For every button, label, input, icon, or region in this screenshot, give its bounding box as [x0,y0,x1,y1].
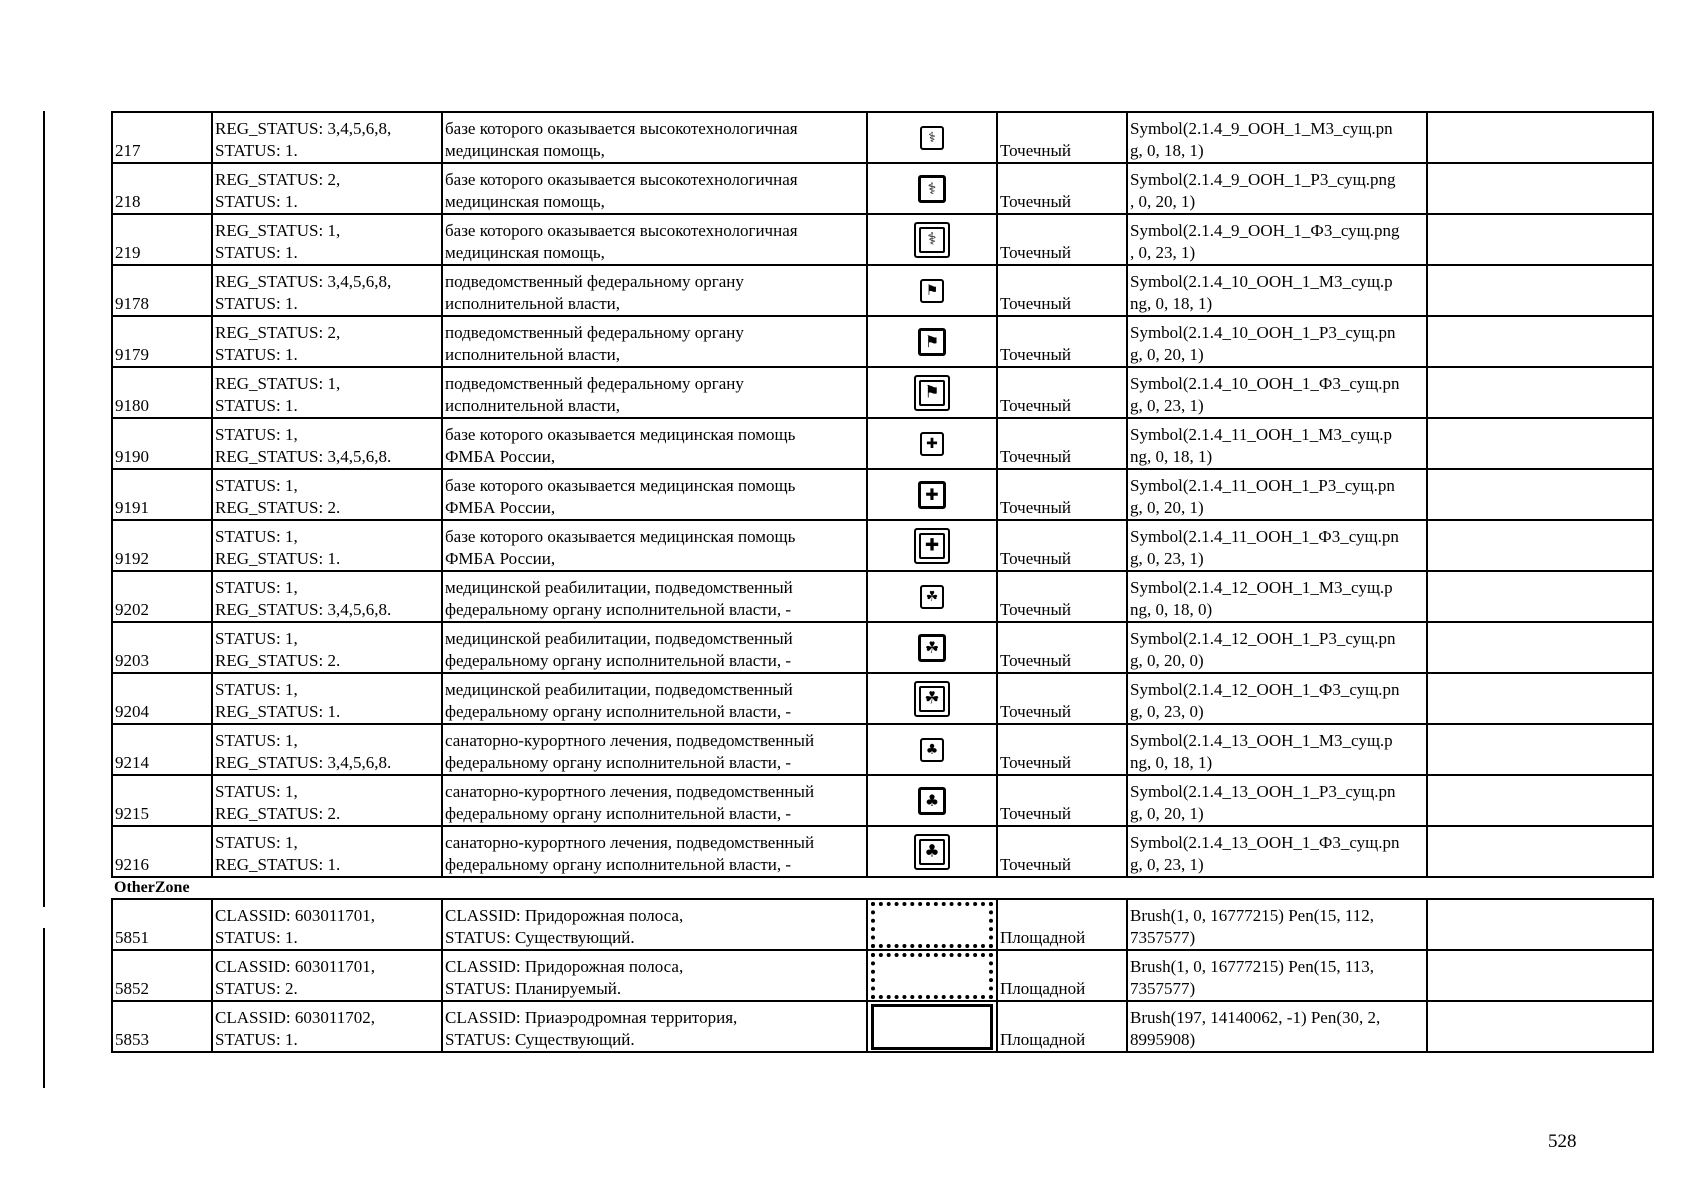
library-style-cell [1127,163,1427,214]
object-id-cell: 219 [112,214,212,265]
attribute-line: REG_STATUS: 1. [215,855,341,874]
attribute-cell [212,899,442,950]
object-id-cell: 5852 [112,950,212,1001]
description-cell [442,775,867,826]
flag-icon: ⚑ [920,279,944,303]
notes-cell [1427,520,1653,571]
geometry-type-cell: Точечный [997,316,1127,367]
attribute-cell [212,724,442,775]
library-style-line: ng, 0, 18, 1) [1130,447,1213,466]
attribute-line: REG_STATUS: 1. [215,702,341,721]
description-cell [442,367,867,418]
attribute-line: REG_STATUS: 1. [215,549,341,568]
notes-cell [1427,163,1653,214]
notes-cell [1427,724,1653,775]
geometry-type-cell: Точечный [997,571,1127,622]
description-cell [442,520,867,571]
notes-cell [1427,673,1653,724]
library-style-line: Symbol(2.1.4_11_OOH_1_M3_сущ.p [1130,425,1393,444]
symbol-cell [867,899,997,950]
geometry-type-cell: Площадной [997,950,1127,1001]
library-style-line: Symbol(2.1.4_11_OOH_1_Ф3_сущ.pn [1130,527,1399,546]
library-style-line: ng, 0, 18, 1) [1130,294,1213,313]
symbol-cell [867,214,997,265]
library-style-line: , 0, 23, 1) [1130,243,1196,262]
library-style-cell [1127,520,1427,571]
attribute-line: STATUS: 1, [215,425,298,444]
caring-hands-icon: ☘ [920,585,944,609]
library-style-line: Symbol(2.1.4_9_OOH_1_Ф3_сущ.png [1130,221,1400,240]
description-cell [442,950,867,1001]
library-style-cell [1127,673,1427,724]
attribute-line: CLASSID: 603011702, [215,1008,375,1027]
description-cell [442,571,867,622]
description-line: медицинской реабилитации, подведомственный [445,629,793,648]
object-id-cell: 5851 [112,899,212,950]
attribute-line: STATUS: 1. [215,345,298,364]
section-title: OtherZone [112,877,1653,899]
symbol-cell [867,622,997,673]
object-id-cell: 9192 [112,520,212,571]
description-line: санаторно-курортного лечения, подведомственный [445,731,815,750]
description-line: базе которого оказывается медицинская помощь [445,476,796,495]
object-id-cell: 218 [112,163,212,214]
library-style-cell [1127,469,1427,520]
description-line: медицинская помощь, [445,192,605,211]
attribute-line: REG_STATUS: 2, [215,170,341,189]
medical-flask-icon: ⚕ [920,126,944,150]
attribute-line: REG_STATUS: 2. [215,498,341,517]
object-id-cell: 9215 [112,775,212,826]
object-id-cell: 9216 [112,826,212,877]
attribute-cell [212,950,442,1001]
library-style-line: g, 0, 23, 0) [1130,702,1204,721]
symbol-cell [867,163,997,214]
description-line: медицинской реабилитации, подведомственный [445,578,793,597]
notes-cell [1427,899,1653,950]
attribute-line: STATUS: 1, [215,527,298,546]
library-style-cell [1127,367,1427,418]
attribute-line: STATUS: 1. [215,1030,298,1049]
library-style-line: g, 0, 23, 1) [1130,396,1204,415]
attribute-line: STATUS: 1. [215,396,298,415]
library-style-line: Brush(1, 0, 16777215) Pen(15, 113, [1130,957,1374,976]
notes-cell [1427,469,1653,520]
geometry-type-cell: Точечный [997,112,1127,163]
attribute-line: STATUS: 1, [215,578,298,597]
attribute-line: REG_STATUS: 3,4,5,6,8, [215,119,392,138]
geometry-type-cell: Площадной [997,1001,1127,1052]
attribute-line: REG_STATUS: 2. [215,651,341,670]
flag-icon: ⚑ [918,328,946,356]
geometry-type-cell: Точечный [997,469,1127,520]
description-line: STATUS: Существующий. [445,1030,635,1049]
description-cell [442,163,867,214]
object-id-cell: 9203 [112,622,212,673]
description-line: CLASSID: Приаэродромная территория, [445,1008,738,1027]
library-style-line: g, 0, 20, 0) [1130,651,1204,670]
description-line: ФМБА России, [445,498,556,517]
attribute-line: STATUS: 2. [215,979,298,998]
description-line: федеральному органу исполнительной власти, - [445,651,792,670]
library-style-cell [1127,214,1427,265]
attribute-line: STATUS: 1. [215,141,298,160]
clover-cross-icon: ♣ [914,834,950,870]
geometry-type-cell: Точечный [997,673,1127,724]
geometry-type-cell: Точечный [997,265,1127,316]
library-style-line: Symbol(2.1.4_10_OOH_1_Ф3_сущ.pn [1130,374,1400,393]
attribute-cell [212,1001,442,1052]
description-line: подведомственный федеральному органу [445,374,744,393]
symbol-cell [867,571,997,622]
object-id-cell: 9190 [112,418,212,469]
table-row [112,775,1653,826]
attribute-line: CLASSID: 603011701, [215,906,375,925]
object-id-cell: 217 [112,112,212,163]
attribute-cell [212,112,442,163]
library-style-cell [1127,571,1427,622]
clover-cross-icon: ♣ [920,738,944,762]
geometry-type-cell: Площадной [997,899,1127,950]
description-cell [442,622,867,673]
geometry-type-cell: Точечный [997,214,1127,265]
notes-cell [1427,418,1653,469]
geometry-type-cell: Точечный [997,724,1127,775]
description-line: федеральному органу исполнительной власти, - [445,702,792,721]
dotted-area-icon [871,953,993,999]
table-row [112,316,1653,367]
attribute-line: REG_STATUS: 2. [215,804,341,823]
description-line: подведомственный федеральному органу [445,323,744,342]
object-id-cell: 9202 [112,571,212,622]
notes-cell [1427,571,1653,622]
attribute-line: STATUS: 1. [215,243,298,262]
library-style-line: ng, 0, 18, 0) [1130,600,1213,619]
library-style-line: ng, 0, 18, 1) [1130,753,1213,772]
library-style-line: g, 0, 23, 1) [1130,549,1204,568]
section-header-row [112,877,1653,899]
attribute-line: REG_STATUS: 3,4,5,6,8, [215,272,392,291]
symbol-cell [867,826,997,877]
attribute-line: REG_STATUS: 3,4,5,6,8. [215,600,392,619]
notes-cell [1427,367,1653,418]
description-line: ФМБА России, [445,447,556,466]
geometry-type-cell: Точечный [997,520,1127,571]
attribute-line: STATUS: 1, [215,731,298,750]
description-line: медицинская помощь, [445,243,605,262]
description-cell [442,1001,867,1052]
attribute-line: CLASSID: 603011701, [215,957,375,976]
library-style-line: g, 0, 20, 1) [1130,345,1204,364]
left-margin-rule [43,928,45,1088]
attribute-cell [212,571,442,622]
symbol-cell [867,418,997,469]
library-style-cell [1127,265,1427,316]
attribute-line: STATUS: 1, [215,782,298,801]
medical-flask-icon: ⚕ [914,222,950,258]
object-id-cell: 9178 [112,265,212,316]
description-cell [442,265,867,316]
attribute-line: STATUS: 1, [215,476,298,495]
library-style-cell [1127,622,1427,673]
library-style-line: Symbol(2.1.4_12_OOH_1_M3_сущ.p [1130,578,1393,597]
table-row [112,367,1653,418]
attribute-line: REG_STATUS: 3,4,5,6,8. [215,447,392,466]
attribute-line: STATUS: 1, [215,680,298,699]
object-id-cell: 5853 [112,1001,212,1052]
library-style-cell [1127,1001,1427,1052]
library-style-line: Symbol(2.1.4_13_OOH_1_Ф3_сущ.pn [1130,833,1400,852]
library-style-cell [1127,950,1427,1001]
description-line: медицинской реабилитации, подведомственный [445,680,793,699]
library-style-line: Symbol(2.1.4_10_OOH_1_M3_сущ.p [1130,272,1393,291]
table-row [112,418,1653,469]
geometry-type-cell: Точечный [997,622,1127,673]
description-line: федеральному органу исполнительной власти, - [445,855,792,874]
attribute-cell [212,316,442,367]
table-row [112,899,1653,950]
flag-icon: ⚑ [914,375,950,411]
attribute-line: STATUS: 1, [215,833,298,852]
description-line: базе которого оказывается высокотехнологичная [445,170,798,189]
symbol-cell [867,367,997,418]
table-row [112,950,1653,1001]
description-line: исполнительной власти, [445,396,621,415]
library-style-cell [1127,775,1427,826]
notes-cell [1427,112,1653,163]
attribute-cell [212,826,442,877]
attribute-line: STATUS: 1. [215,928,298,947]
symbol-cell [867,673,997,724]
notes-cell [1427,1001,1653,1052]
medical-cross-icon: ✚ [914,528,950,564]
object-id-cell: 9214 [112,724,212,775]
symbol-cell [867,775,997,826]
library-style-line: 7357577) [1130,979,1196,998]
attribute-line: REG_STATUS: 1, [215,374,341,393]
table-row [112,520,1653,571]
description-cell [442,899,867,950]
table-row [112,724,1653,775]
attribute-cell [212,622,442,673]
object-id-cell: 9179 [112,316,212,367]
geometry-type-cell: Точечный [997,163,1127,214]
attribute-line: STATUS: 1. [215,192,298,211]
attribute-cell [212,265,442,316]
attribute-cell [212,163,442,214]
table-row [112,826,1653,877]
table-row [112,469,1653,520]
description-cell [442,724,867,775]
symbol-cell [867,950,997,1001]
attribute-line: REG_STATUS: 3,4,5,6,8. [215,753,392,772]
attribute-cell [212,673,442,724]
attribute-cell [212,367,442,418]
table-row [112,214,1653,265]
library-style-line: Symbol(2.1.4_13_OOH_1_M3_сущ.p [1130,731,1393,750]
description-line: базе которого оказывается высокотехнологичная [445,119,798,138]
symbol-cell [867,520,997,571]
attribute-line: STATUS: 1. [215,294,298,313]
table-row [112,265,1653,316]
description-line: федеральному органу исполнительной власти, - [445,804,792,823]
description-line: базе которого оказывается медицинская помощь [445,425,796,444]
description-line: STATUS: Существующий. [445,928,635,947]
attribute-cell [212,520,442,571]
description-line: CLASSID: Придорожная полоса, [445,906,684,925]
library-style-line: Symbol(2.1.4_13_OOH_1_P3_сущ.pn [1130,782,1396,801]
medical-cross-icon: ✚ [918,481,946,509]
medical-flask-icon: ⚕ [918,175,946,203]
dotted-area-icon [871,902,993,948]
library-style-cell [1127,724,1427,775]
symbol-legend-table [111,111,1654,1053]
description-line: санаторно-курортного лечения, подведомственный [445,833,815,852]
description-cell [442,316,867,367]
description-cell [442,418,867,469]
description-line: базе которого оказывается высокотехнологичная [445,221,798,240]
description-line: базе которого оказывается медицинская помощь [445,527,796,546]
geometry-type-cell: Точечный [997,826,1127,877]
object-id-cell: 9180 [112,367,212,418]
attribute-line: STATUS: 1, [215,629,298,648]
description-line: ФМБА России, [445,549,556,568]
library-style-line: Brush(197, 14140062, -1) Pen(30, 2, [1130,1008,1381,1027]
library-style-line: g, 0, 20, 1) [1130,804,1204,823]
library-style-line: Symbol(2.1.4_12_OOH_1_Ф3_сущ.pn [1130,680,1400,699]
notes-cell [1427,265,1653,316]
caring-hands-icon: ☘ [918,634,946,662]
description-cell [442,112,867,163]
attribute-line: REG_STATUS: 1, [215,221,341,240]
left-margin-rule [43,111,45,907]
library-style-cell [1127,899,1427,950]
attribute-cell [212,775,442,826]
symbol-cell [867,316,997,367]
library-style-line: Symbol(2.1.4_11_OOH_1_P3_сущ.pn [1130,476,1395,495]
attribute-cell [212,418,442,469]
description-cell [442,469,867,520]
notes-cell [1427,214,1653,265]
notes-cell [1427,622,1653,673]
description-line: STATUS: Планируемый. [445,979,622,998]
attribute-cell [212,214,442,265]
library-style-cell [1127,826,1427,877]
table-row [112,673,1653,724]
library-style-line: Symbol(2.1.4_10_OOH_1_P3_сущ.pn [1130,323,1396,342]
attribute-line: REG_STATUS: 2, [215,323,341,342]
solid-area-icon [871,1004,993,1050]
description-line: федеральному органу исполнительной власти, - [445,753,792,772]
caring-hands-icon: ☘ [914,681,950,717]
library-style-cell [1127,316,1427,367]
description-line: CLASSID: Придорожная полоса, [445,957,684,976]
library-style-line: 8995908) [1130,1030,1196,1049]
library-style-line: g, 0, 18, 1) [1130,141,1204,160]
symbol-cell [867,469,997,520]
table-row [112,112,1653,163]
table-row [112,163,1653,214]
object-id-cell: 9204 [112,673,212,724]
medical-cross-icon: ✚ [920,432,944,456]
library-style-line: Symbol(2.1.4_9_OOH_1_M3_сущ.pn [1130,119,1393,138]
notes-cell [1427,826,1653,877]
notes-cell [1427,950,1653,1001]
geometry-type-cell: Точечный [997,367,1127,418]
library-style-line: g, 0, 23, 1) [1130,855,1204,874]
library-style-line: 7357577) [1130,928,1196,947]
geometry-type-cell: Точечный [997,418,1127,469]
geometry-type-cell: Точечный [997,775,1127,826]
description-line: санаторно-курортного лечения, подведомственный [445,782,815,801]
symbol-cell [867,724,997,775]
notes-cell [1427,775,1653,826]
library-style-line: Symbol(2.1.4_12_OOH_1_P3_сущ.pn [1130,629,1396,648]
library-style-cell [1127,418,1427,469]
description-line: исполнительной власти, [445,345,621,364]
description-line: подведомственный федеральному органу [445,272,744,291]
symbol-cell [867,112,997,163]
library-style-line: Brush(1, 0, 16777215) Pen(15, 112, [1130,906,1374,925]
description-line: медицинская помощь, [445,141,605,160]
description-line: исполнительной власти, [445,294,621,313]
table-row [112,571,1653,622]
description-line: федеральному органу исполнительной власти, - [445,600,792,619]
library-style-line: Symbol(2.1.4_9_OOH_1_P3_сущ.png [1130,170,1396,189]
library-style-line: g, 0, 20, 1) [1130,498,1204,517]
object-id-cell: 9191 [112,469,212,520]
description-cell [442,214,867,265]
symbol-cell [867,1001,997,1052]
table-row [112,1001,1653,1052]
library-style-line: , 0, 20, 1) [1130,192,1196,211]
page-number: 528 [1548,1131,1577,1152]
clover-cross-icon: ♣ [918,787,946,815]
table-row [112,622,1653,673]
attribute-cell [212,469,442,520]
library-style-cell [1127,112,1427,163]
notes-cell [1427,316,1653,367]
symbol-cell [867,265,997,316]
description-cell [442,673,867,724]
description-cell [442,826,867,877]
